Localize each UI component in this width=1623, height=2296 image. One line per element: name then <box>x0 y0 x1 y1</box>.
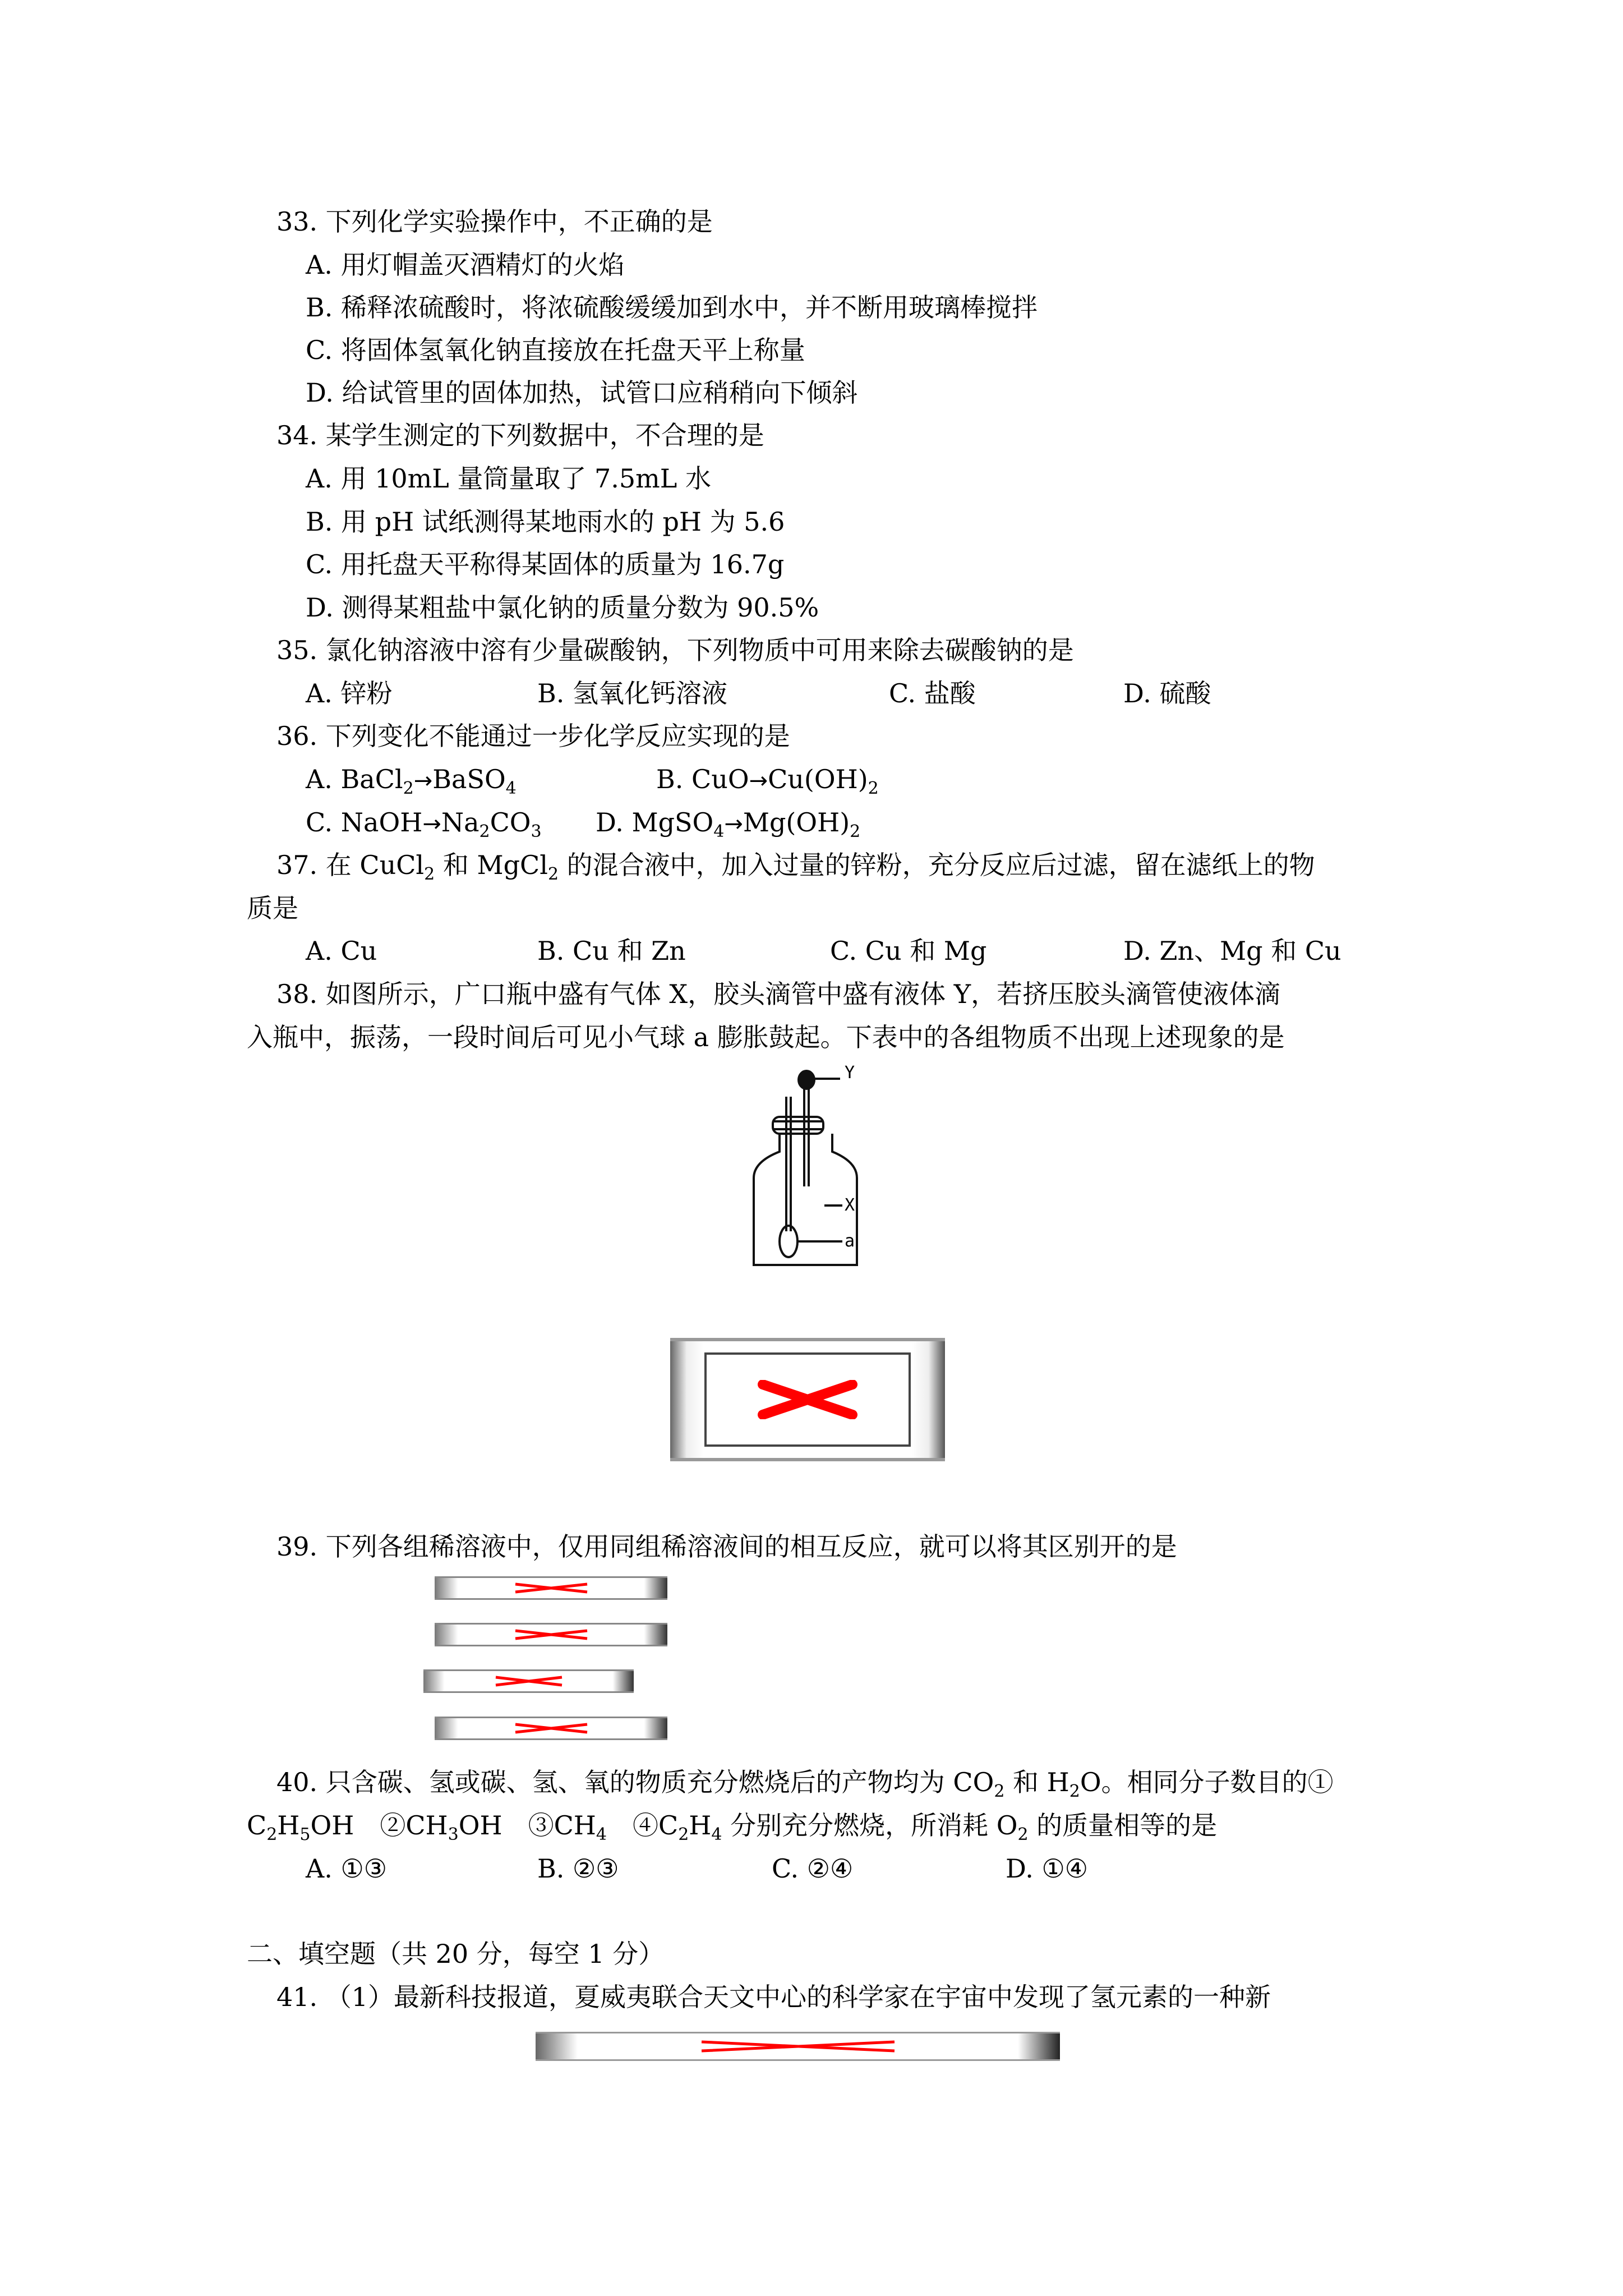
q37-stem-b: 和 MgCl <box>435 850 548 880</box>
q33-option-c: C. 将固体氢氧化钠直接放在托盘天平上称量 <box>306 335 805 365</box>
q40-option-b: B. ②③ <box>537 1853 619 1884</box>
q40-option-d: D. ①④ <box>1006 1853 1088 1884</box>
broken-image-icon <box>492 1675 565 1687</box>
q40-text: 和 H <box>1004 1767 1069 1797</box>
q40-sub: 2 <box>994 1782 1005 1801</box>
q36-c-mid2: CO <box>490 807 531 838</box>
q40-text: 的质量相等的是 <box>1028 1810 1218 1841</box>
q40-sub: 4 <box>596 1825 607 1844</box>
broken-image-placeholder <box>435 1623 667 1646</box>
broken-image-placeholder <box>536 2032 1060 2061</box>
q36-d-mid: Mg(OH) <box>743 807 850 838</box>
q36-a-mid: BaSO <box>432 764 506 794</box>
q37-option-b: B. Cu 和 Zn <box>537 936 686 966</box>
section-heading: 二、填空题（共 20 分，每空 1 分） <box>247 1939 665 1969</box>
broken-image-icon <box>512 1582 591 1594</box>
q40-line1 <box>276 1765 1334 1799</box>
q37-stem <box>276 848 1315 882</box>
q36-a-pre: A. BaCl <box>306 764 403 794</box>
q33-option-a: A. 用灯帽盖灭酒精灯的火焰 <box>306 250 625 280</box>
broken-image-placeholder <box>423 1669 634 1693</box>
q40-sub: 4 <box>711 1825 722 1844</box>
q40-sub: 2 <box>678 1825 689 1844</box>
arrow-icon: → <box>749 768 768 794</box>
q36-b-sub1: 2 <box>868 779 879 798</box>
q40-line2 <box>247 1809 1217 1842</box>
broken-image-placeholder <box>435 1717 667 1740</box>
q36-a-sub1: 2 <box>403 779 414 798</box>
q40-sub: 2 <box>266 1825 278 1844</box>
q35-option-a: A. 锌粉 <box>306 678 393 708</box>
arrow-icon: → <box>724 811 743 837</box>
q39-stem: 39. 下列各组稀溶液中，仅用同组稀溶液间的相互反应，就可以将其区别开的是 <box>276 1531 1177 1562</box>
q40-text: ④C <box>606 1810 679 1841</box>
q34-option-b: B. 用 pH 试纸测得某地雨水的 pH 为 5.6 <box>306 507 785 537</box>
q40-text: O。相同分子数目的① <box>1080 1767 1334 1797</box>
q40-sub: 2 <box>1017 1825 1029 1844</box>
q37-sub2: 2 <box>547 864 559 884</box>
q40-sub: 5 <box>299 1825 311 1844</box>
q40-text: OH ③CH <box>458 1810 596 1841</box>
q36-b-pre: B. CuO <box>656 764 749 794</box>
q36-d-sub1: 4 <box>713 822 725 841</box>
q40-text: 40. 只含碳、氢或碳、氢、氧的物质充分燃烧后的产物均为 CO <box>276 1767 994 1797</box>
q36-option-a <box>306 762 517 798</box>
q40-text: H <box>277 1810 300 1841</box>
bottle-apparatus-icon <box>740 1063 880 1276</box>
broken-image-placeholder <box>670 1338 945 1461</box>
q37-sub1: 2 <box>424 864 435 884</box>
q40-sub: 3 <box>448 1825 459 1844</box>
figure-label-x: X <box>845 1195 855 1215</box>
q33-option-d: D. 给试管里的固体加热，试管口应稍稍向下倾斜 <box>306 378 858 408</box>
q36-option-b <box>656 762 879 798</box>
q36-option-c <box>306 806 542 841</box>
q40-text: 分别充分燃烧，所消耗 O <box>722 1810 1018 1841</box>
q34-option-a: A. 用 10mL 量筒量取了 7.5mL 水 <box>306 463 711 494</box>
figure-label-a: a <box>845 1231 855 1251</box>
broken-image-icon <box>512 1722 591 1734</box>
q36-c-sub1: 2 <box>479 822 490 841</box>
q36-stem: 36. 下列变化不能通过一步化学反应实现的是 <box>276 721 790 751</box>
wide-mouth-bottle-figure <box>740 1063 880 1276</box>
q37-stem-line2: 质是 <box>247 893 298 923</box>
q36-d-sub2: 2 <box>850 822 861 841</box>
q37-option-c: C. Cu 和 Mg <box>830 936 987 966</box>
q40-text: H <box>689 1810 712 1841</box>
q40-sub: 2 <box>1069 1782 1080 1801</box>
q40-option-a: A. ①③ <box>306 1853 387 1884</box>
q35-option-d: D. 硫酸 <box>1123 678 1211 708</box>
q36-c-mid: Na <box>441 807 479 838</box>
broken-image-frame <box>704 1352 911 1447</box>
q36-c-pre: C. NaOH <box>306 807 423 838</box>
figure-label-y: Y <box>845 1063 855 1083</box>
q34-option-c: C. 用托盘天平称得某固体的质量为 16.7g <box>306 549 785 579</box>
q36-d-pre: D. MgSO <box>596 807 714 838</box>
q36-option-d <box>596 806 860 841</box>
arrow-icon: → <box>413 768 433 794</box>
broken-image-icon <box>512 1628 591 1641</box>
q33-stem: 33. 下列化学实验操作中，不正确的是 <box>276 206 713 237</box>
q37-stem-c: 的混合液中，加入过量的锌粉，充分反应后过滤，留在滤纸上的物 <box>559 850 1315 880</box>
q35-stem: 35. 氯化钠溶液中溶有少量碳酸钠，下列物质中可用来除去碳酸钠的是 <box>276 635 1074 665</box>
arrow-icon: → <box>422 811 441 837</box>
q35-option-c: C. 盐酸 <box>889 678 976 708</box>
q40-option-c: C. ②④ <box>772 1853 854 1884</box>
q36-a-sub2: 4 <box>505 779 517 798</box>
q41-line1: 41. （1）最新科技报道，夏威夷联合天文中心的科学家在宇宙中发现了氢元素的一种新 <box>276 1982 1271 2012</box>
q36-b-mid: Cu(OH) <box>768 764 868 794</box>
q37-option-a: A. Cu <box>306 936 377 966</box>
q33-option-b: B. 稀释浓硫酸时，将浓硫酸缓缓加到水中，并不断用玻璃棒搅拌 <box>306 292 1038 323</box>
q38-line2: 入瓶中，振荡，一段时间后可见小气球 a 膨胀鼓起。下表中的各组物质不出现上述现象的是 <box>247 1022 1285 1052</box>
broken-image-icon <box>757 1380 858 1419</box>
q37-stem-a: 37. 在 CuCl <box>276 850 425 880</box>
q35-option-b: B. 氢氧化钙溶液 <box>537 678 728 708</box>
q40-text: C <box>247 1810 267 1841</box>
q37-option-d: D. Zn、Mg 和 Cu <box>1123 936 1341 966</box>
q40-text: OH ②CH <box>310 1810 448 1841</box>
broken-image-placeholder <box>435 1576 667 1600</box>
q36-c-sub2: 3 <box>531 822 542 841</box>
broken-image-icon <box>697 2039 899 2054</box>
q38-line1: 38. 如图所示，广口瓶中盛有气体 X，胶头滴管中盛有液体 Y，若挤压胶头滴管使液体滴 <box>276 979 1281 1009</box>
q34-option-d: D. 测得某粗盐中氯化钠的质量分数为 90.5% <box>306 592 819 623</box>
q34-stem: 34. 某学生测定的下列数据中，不合理的是 <box>276 420 764 450</box>
